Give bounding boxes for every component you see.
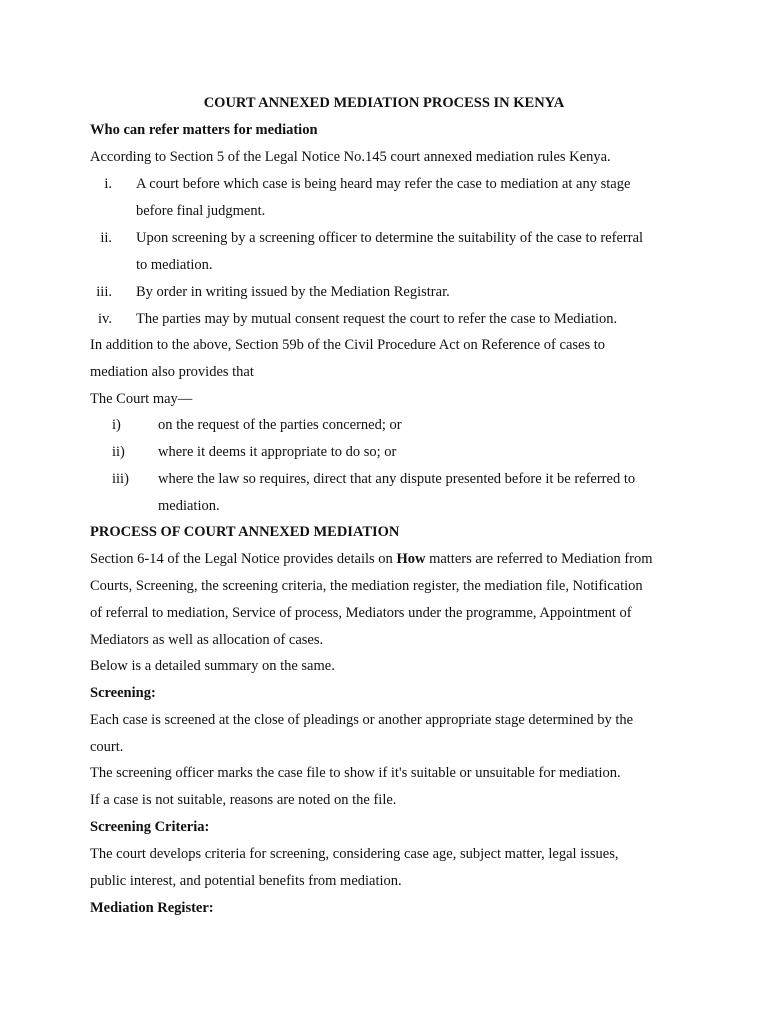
list-item-text: before final judgment.	[136, 203, 266, 219]
paragraph-court-may: The Court may—	[90, 391, 193, 407]
paragraph-addition: In addition to the above, Section 59b of the Civil Procedure Act on Reference of cases to	[90, 337, 606, 353]
list-item-text: Upon screening by a screening officer to determine the suitability of the case to referral	[136, 230, 644, 246]
sub-list-number: ii)	[112, 444, 125, 460]
sub-list-text: where the law so requires, direct that any dispute presented before it be referred to	[158, 471, 636, 487]
paragraph-criteria: The court develops criteria for screening, considering case age, subject matter, legal issues,	[90, 846, 619, 862]
list-item-number: iv.	[98, 311, 112, 327]
list-item-text: to mediation.	[136, 257, 213, 273]
section-heading-referral: Who can refer matters for mediation	[90, 122, 318, 138]
list-item-text: By order in writing issued by the Mediation Registrar.	[136, 284, 450, 300]
sub-list-text: where it deems it appropriate to do so; or	[158, 444, 397, 460]
paragraph-screening: The screening officer marks the case file to show if it's suitable or unsuitable for mediation.	[90, 765, 621, 781]
paragraph-criteria: public interest, and potential benefits from mediation.	[90, 873, 402, 889]
paragraph-summary: Below is a detailed summary on the same.	[90, 658, 335, 674]
sub-list-number: iii)	[112, 471, 129, 487]
list-item-text: The parties may by mutual consent request the court to refer the case to Mediation.	[136, 311, 618, 327]
paragraph-process-line: of referral to mediation, Service of process, Mediators under the programme, Appointment of	[90, 605, 632, 621]
paragraph-screening: If a case is not suitable, reasons are noted on the file.	[90, 792, 397, 808]
section-heading-screening: Screening:	[90, 685, 156, 701]
list-item-text: A court before which case is being heard may refer the case to mediation at any stage	[136, 176, 631, 192]
list-item-number: i.	[104, 176, 112, 192]
section-heading-register: Mediation Register:	[90, 900, 214, 916]
paragraph-process-line: Courts, Screening, the screening criteria, the mediation register, the mediation file, Notification	[90, 578, 643, 594]
paragraph-intro: According to Section 5 of the Legal Notice No.145 court annexed mediation rules Kenya.	[90, 149, 611, 165]
sub-list-text: on the request of the parties concerned; or	[158, 417, 402, 433]
sub-list-text: mediation.	[158, 498, 220, 514]
document-title: COURT ANNEXED MEDIATION PROCESS IN KENYA	[203, 95, 565, 111]
bold-word-how: How	[396, 551, 426, 567]
paragraph-process	[90, 550, 653, 568]
text-run: matters are referred to Mediation from	[425, 551, 653, 567]
paragraph-process-line: Mediators as well as allocation of cases.	[90, 632, 324, 648]
paragraph-addition: mediation also provides that	[90, 364, 254, 380]
section-heading-process: PROCESS OF COURT ANNEXED MEDIATION	[90, 524, 400, 540]
section-heading-criteria: Screening Criteria:	[90, 819, 210, 835]
sub-list-number: i)	[112, 417, 121, 433]
text-run: Section 6-14 of the Legal Notice provides details on	[90, 551, 397, 567]
list-item-number: iii.	[96, 284, 112, 300]
paragraph-screening: Each case is screened at the close of pleadings or another appropriate stage determined by the	[90, 712, 634, 728]
paragraph-screening: court.	[90, 739, 124, 755]
list-item-number: ii.	[100, 230, 112, 246]
